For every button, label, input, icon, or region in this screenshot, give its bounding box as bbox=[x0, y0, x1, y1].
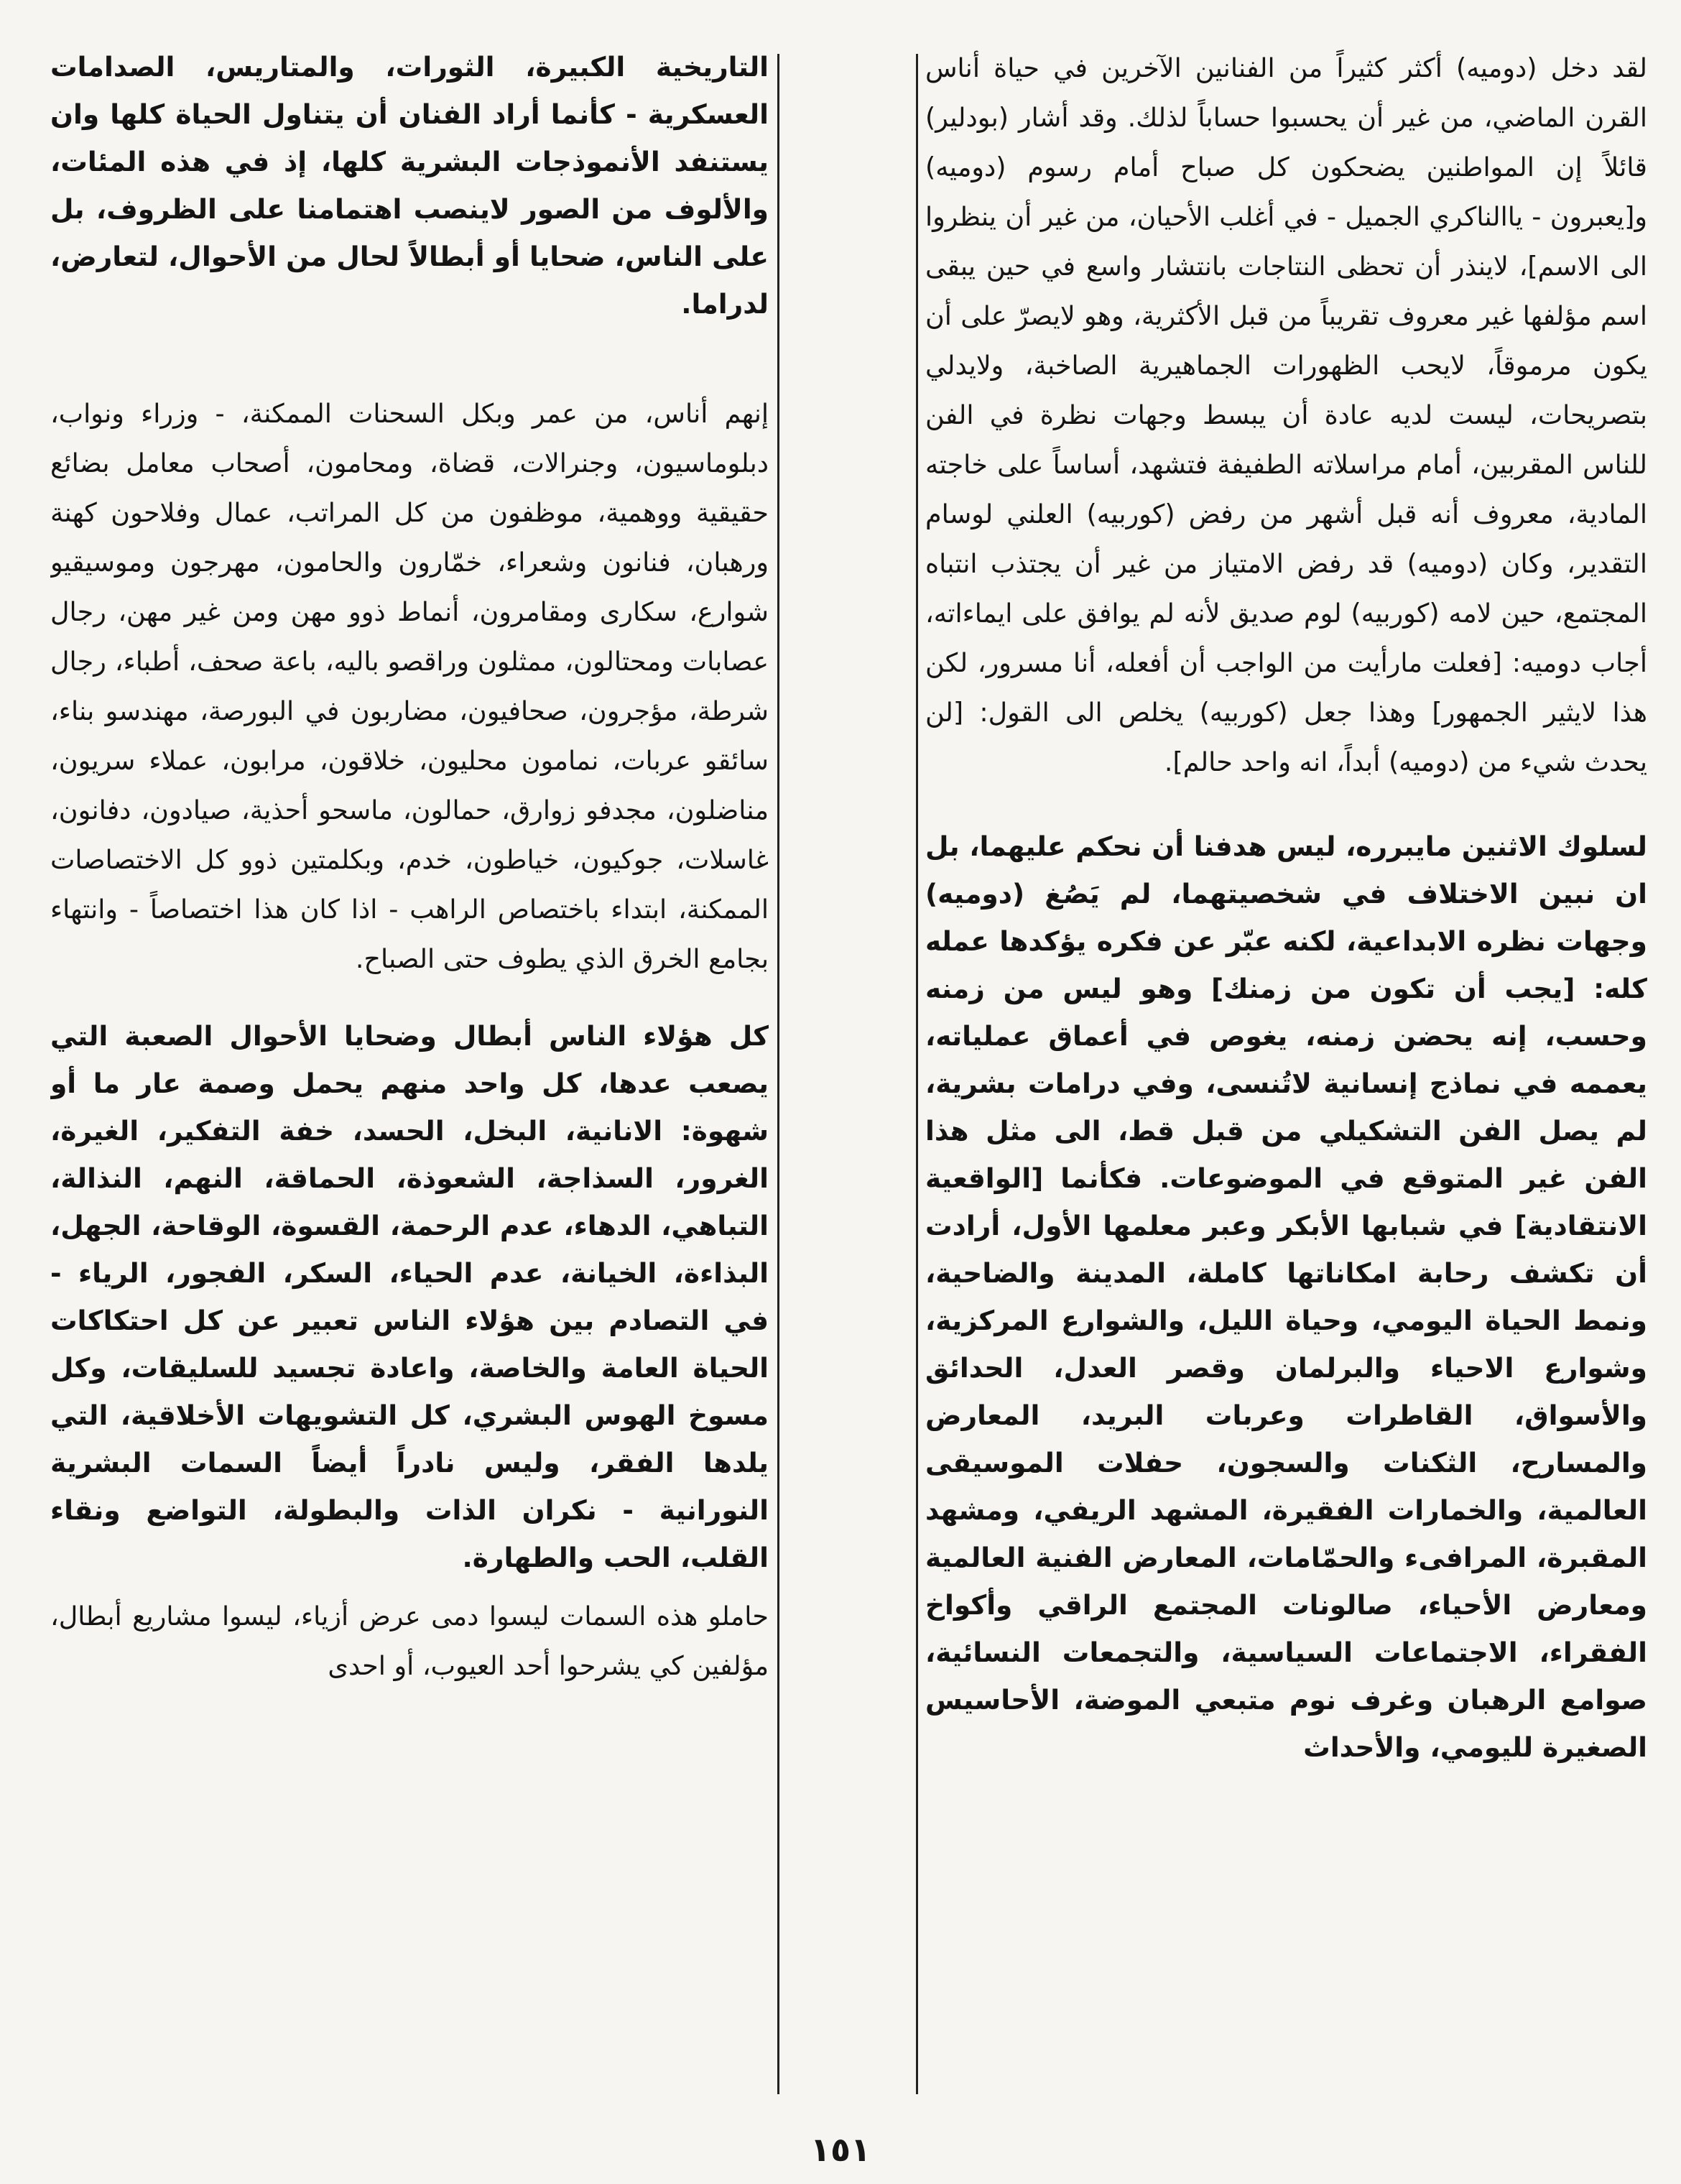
left-paragraph-2: إنهم أناس، من عمر وبكل السحنات الممكنة، - وزراء ونواب، دبلوماسيون، وجنرالات، قضاة، ومحامون، أصحاب معامل بضائع حقيقية ووهمية، موظفون من كل المراتب، عمال وفلاحون كهنة ورهبان، فنانون وشعراء، خمّارون والحامون، مهرجون وموسيقيو شوارع، سكارى ومقامرون، أنماط ذوو مهن ومن غير مهن، رجال عصابات ومحتالون، ممثلون وراقصو باليه، باعة صحف، أطباء، رجال شرطة، مؤجرون، صحافيون، مضاربون في البورصة، مهندسو بناء، سائقو عربات، نمامون محليون، خلاقون، مرابون، عملاء سريون، مناضلون، مجدفو زوارق، حمالون، ماسحو أحذية، صيادون، دفانون، غاسلات، جوكيون، خياطون، خدم، وبكلمتين ذوو كل الاختصاصات الممكنة، ابتداء باختصاص الراهب - اذا كان هذا اختصاصاً - وانتهاء بجامع الخرق الذي يطوف حتى الصباح. bbox=[50, 398, 769, 974]
right-paragraph-2: لسلوك الاثنين مايبرره، ليس هدفنا أن نحكم عليهما، بل ان نبين الاختلاف في شخصيتهما، لم يَصُغ (دوميه) وجهات نظره الابداعية، لكنه عبّر عن فكره يؤكدها عمله كله: [يجب أن تكون من زمنك] وهو ليس من زمنه وحسب، إنه يحضن زمنه، يغوص في أعماق عملياته، يعممه في نماذج إنسانية لاتُنسى، وفي درامات بشرية، لم يصل الفن التشكيلي من قبل قط، الى مثل هذا الفن غير المتوقع في الموضوعات. فكأنما [الواقعية الانتقادية] في شبابها الأبكر وعبر معلمها الأول، أرادت أن تكشف رحابة امكاناتها كاملة، المدينة والضاحية، ونمط الحياة اليومي، وحياة الليل، والشوارع المركزية، وشوارع الاحياء والبرلمان وقصر العدل، الحدائق والأسواق، القاطرات وعربات البريد، المعارض والمسارح، الثكنات والسجون، حفلات الموسيقى العالمية، والخمارات الفقيرة، المشهد الريفي، ومشهد المقبرة، المرافىء والحمّامات، المعارض الفنية العالمية ومعارض الأحياء، صالونات المجتمع الراقي وأكواخ الفقراء، الاجتماعات السياسية، والتجمعات النسائية، صوامع الرهبان وغرف نوم متبعي الموضة، الأحاسيس الصغيرة لليومي، والأحداث bbox=[925, 830, 1647, 1763]
right-paragraph-1: لقد دخل (دوميه) أكثر كثيراً من الفنانين الآخرين في حياة أناس القرن الماضي، من غير أن يحسبوا حساباً لذلك. وقد أشار (بودلير) قائلاً إن المواطنين يضحكون كل صباح أمام رسوم (دوميه) و[يعبرون - ياالناكري الجميل - في أغلب الأحيان، من غير أن ينظروا الى الاسم]، لاينذر أن تحظى النتاجات بانتشار واسع في حين يبقى اسم مؤلفها غير معروف تقريباً من قبل الأكثرية، وهو لايصرّ على أن يكون مرموقاً، لايحب الظهورات الجماهيرية الصاخبة، ولايدلي بتصريحات، ليست لديه عادة أن يبسط وجهات نظرة في الفن للناس المقربين، أمام مراسلاته الطفيفة فتشهد، أساساً على خاجته المادية، معروف أنه قبل أشهر من رفض (كوربيه) العلني لوسام التقدير، وكان (دوميه) قد رفض الامتياز من غير أن يجتذب انتباه المجتمع، حين لامه (كوربيه) لوم صديق لأنه لم يوافق على ايماءاته، أجاب دوميه: [فعلت مارأيت من الواجب أن أفعله، أنا مسرور، لكن هذا لايثير الجمهور] وهذا جعل (كوربيه) يخلص الى القول: [لن يحدث شيء من (دوميه) أبداً، انه واحد حالم]. bbox=[925, 52, 1647, 777]
column-divider-left bbox=[777, 54, 779, 2094]
column-divider-right bbox=[916, 54, 918, 2094]
right-column bbox=[925, 43, 1647, 2112]
left-paragraph-3: كل هؤلاء الناس أبطال وضحايا الأحوال الصعبة التي يصعب عدها، كل واحد منهم يحمل وصمة عار ما أو شهوة: الانانية، البخل، الحسد، خفة التفكير، الغيرة، الغرور، السذاجة، الشعوذة، الحماقة، النهم، النذالة، التباهي، الدهاء، عدم الرحمة، القسوة، الوقاحة، الجهل، البذاءة، الخيانة، عدم الحياء، السكر، الفجور، الرياء - في التصادم بين هؤلاء الناس تعبير عن كل احتكاكات الحياة العامة والخاصة، واعادة تجسيد للسليقات، وكل مسوخ الهوس البشري، كل التشويهات الأخلاقية، التي يلدها الفقر، وليس نادراً أيضاً السمات البشرية النورانية - نكران الذات والبطولة، التواضع ونقاء القلب، الحب والطهارة. bbox=[50, 1020, 769, 1573]
left-paragraph-1: التاريخية الكبيرة، الثورات، والمتاريس، الصدامات العسكرية - كأنما أراد الفنان أن يتناول الحياة كلها وان يستنفد الأنموذجات البشرية كلها، إذ في هذه المئات، والألوف من الصور لاينصب اهتمامنا على الظروف، بل على الناس، ضحايا أو أبطالاً لحال من الأحوال، لتعارض، لدراما. bbox=[50, 51, 769, 320]
left-paragraph-4: حاملو هذه السمات ليسوا دمى عرض أزياء، ليسوا مشاريع أبطال، مؤلفين كي يشرحوا أحد العيوب، أو احدى bbox=[50, 1601, 769, 1681]
left-column bbox=[50, 43, 769, 2127]
page-number: ١٥١ bbox=[810, 2130, 871, 2169]
